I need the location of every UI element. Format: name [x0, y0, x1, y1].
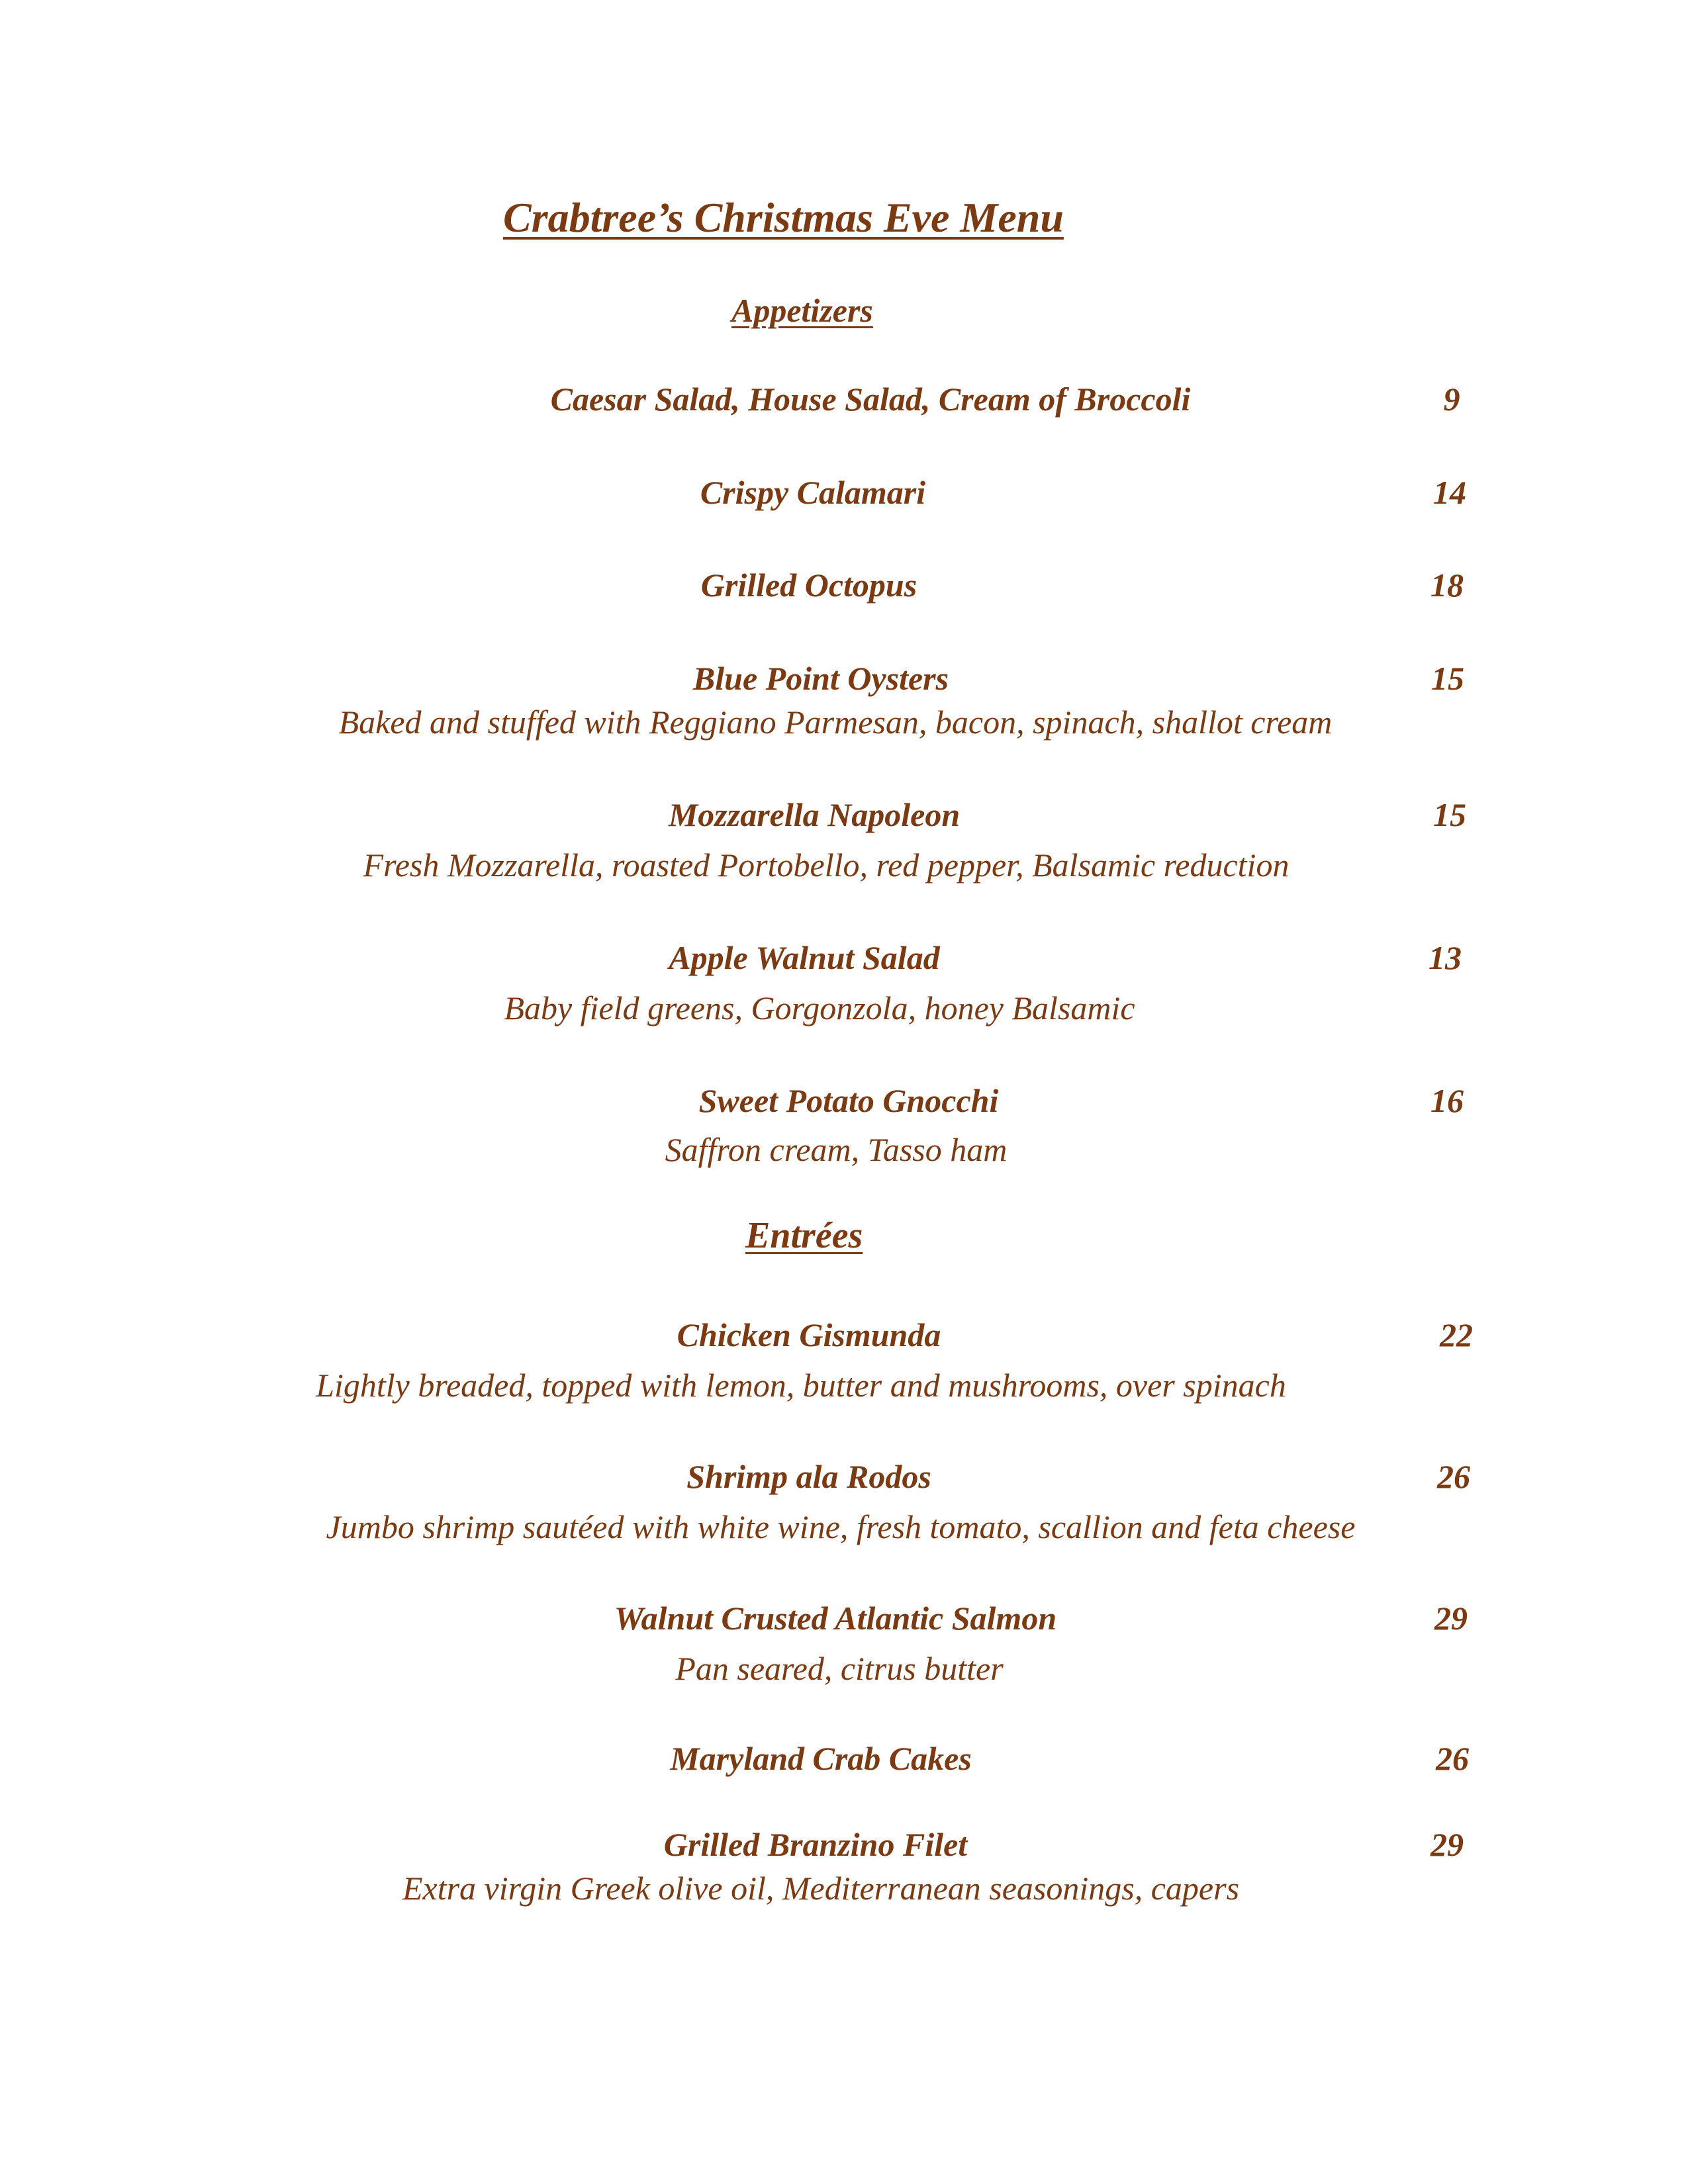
- item-price: 26: [1436, 1740, 1469, 1777]
- item-price: 22: [1440, 1316, 1473, 1353]
- item-price: 29: [1434, 1600, 1468, 1637]
- item-price: 18: [1430, 567, 1464, 604]
- item-description: Jumbo shrimp sautéed with white wine, fresh tomato, scallion and feta cheese: [326, 1508, 1356, 1545]
- item-name: Grilled Octopus: [700, 567, 917, 604]
- item-name: Maryland Crab Cakes: [670, 1740, 972, 1777]
- item-price: 9: [1443, 381, 1460, 418]
- item-name: Walnut Crusted Atlantic Salmon: [614, 1600, 1057, 1637]
- item-name: Crispy Calamari: [700, 474, 926, 511]
- section-heading-appetizers: Appetizers: [731, 292, 873, 329]
- item-description: Lightly breaded, topped with lemon, butter and mushrooms, over spinach: [316, 1367, 1286, 1404]
- item-price: 15: [1433, 796, 1466, 833]
- section-heading-entrees: Entrées: [745, 1215, 863, 1256]
- item-name: Blue Point Oysters: [692, 660, 949, 697]
- item-name: Mozzarella Napoleon: [668, 796, 961, 833]
- item-description: Pan seared, citrus butter: [675, 1650, 1004, 1687]
- menu-title: Crabtree’s Christmas Eve Menu: [503, 194, 1064, 241]
- item-name: Apple Walnut Salad: [669, 939, 940, 976]
- item-description: Saffron cream, Tasso ham: [665, 1131, 1008, 1168]
- item-price: 26: [1437, 1458, 1470, 1495]
- item-name: Grilled Branzino Filet: [663, 1826, 968, 1863]
- item-price: 13: [1429, 939, 1462, 976]
- item-name: Shrimp ala Rodos: [686, 1458, 931, 1495]
- item-description: Baked and stuffed with Reggiano Parmesan, bacon, spinach, shallot cream: [338, 704, 1333, 741]
- item-name: Sweet Potato Gnocchi: [698, 1082, 999, 1119]
- item-price: 14: [1433, 474, 1466, 511]
- item-name: Chicken Gismunda: [677, 1316, 941, 1353]
- item-price: 16: [1430, 1082, 1464, 1119]
- item-name: Caesar Salad, House Salad, Cream of Broccoli: [550, 381, 1191, 418]
- item-description: Extra virgin Greek olive oil, Mediterranean seasonings, capers: [402, 1870, 1240, 1907]
- item-description: Baby field greens, Gorgonzola, honey Balsamic: [504, 989, 1135, 1026]
- item-price: 29: [1430, 1826, 1464, 1863]
- item-price: 15: [1431, 660, 1464, 697]
- item-description: Fresh Mozzarella, roasted Portobello, red pepper, Balsamic reduction: [363, 846, 1289, 884]
